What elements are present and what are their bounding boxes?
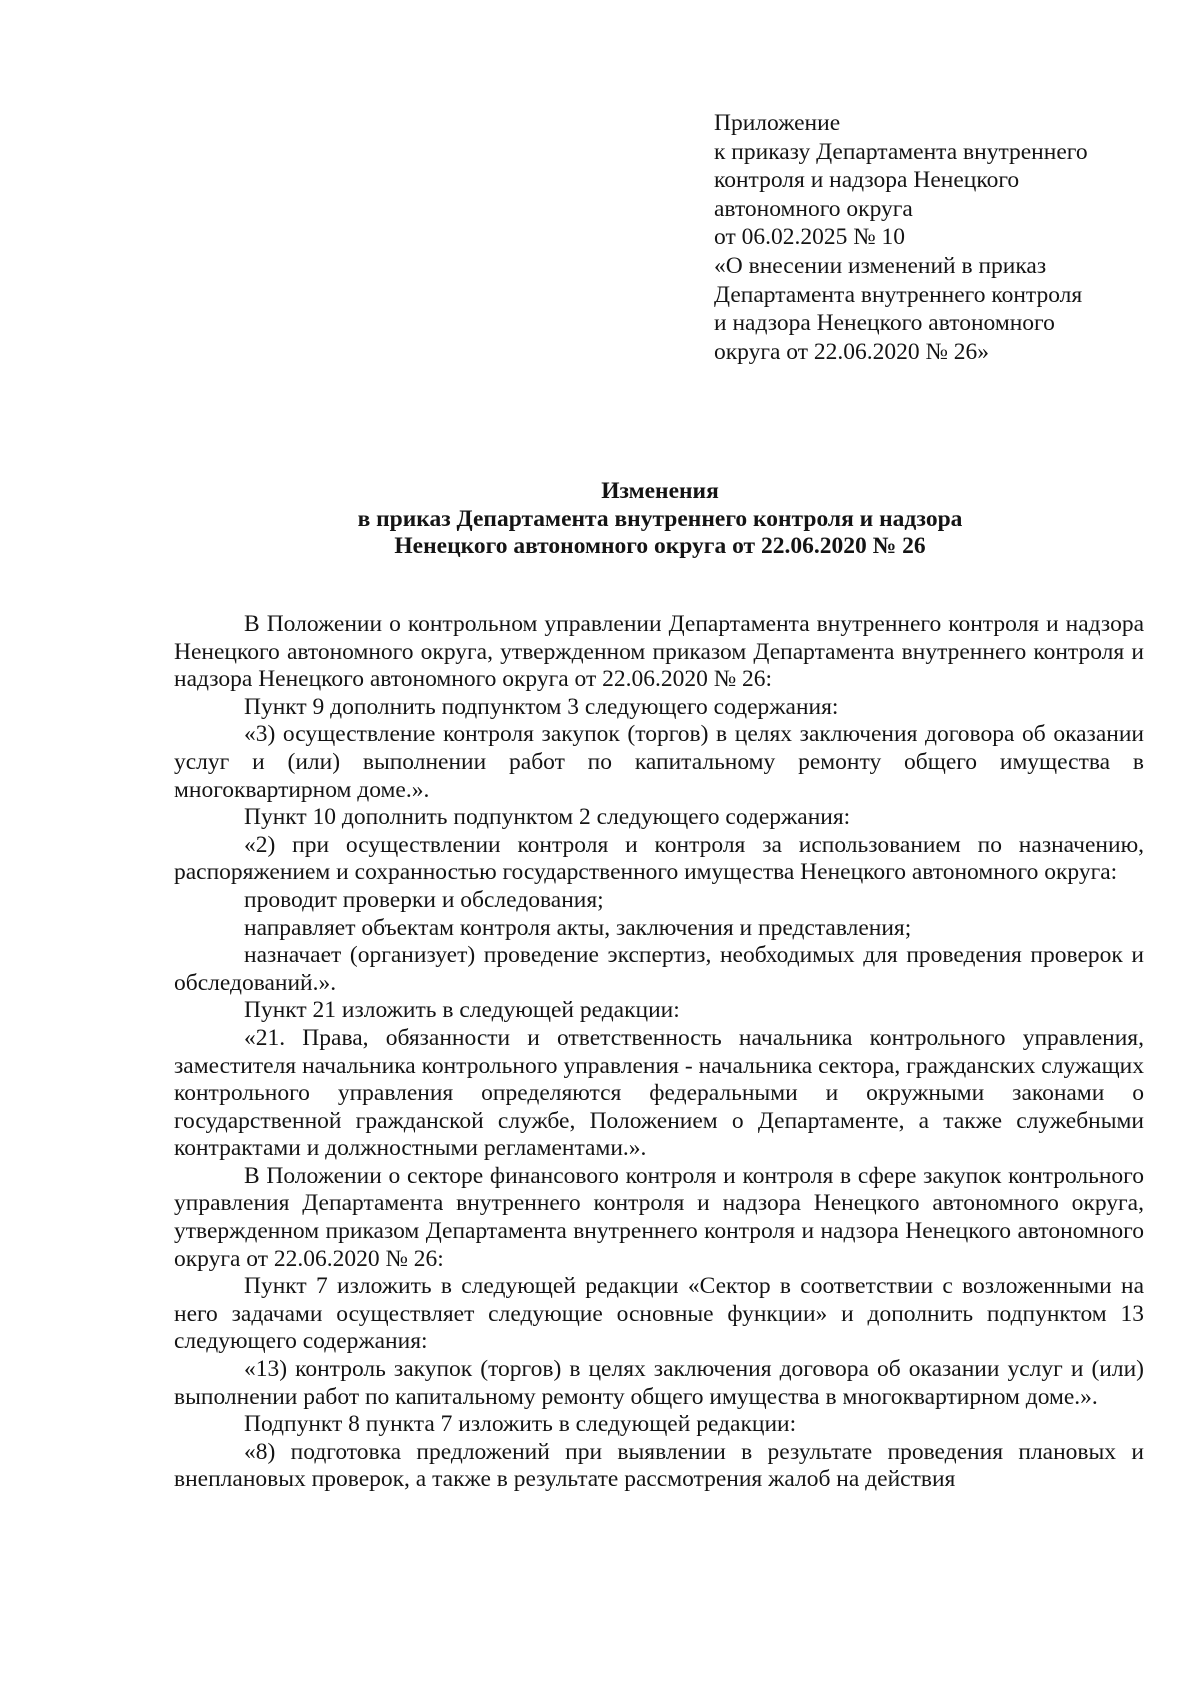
appendix-line: «О внесении изменений в приказ bbox=[714, 252, 1047, 279]
body-paragraph: «3) осуществление контроля закупок (торгов) в целях заключения договора об оказании услуг и (или) выполнении работ по капитальному ремонту общего имущества в многоквартирном доме.». bbox=[174, 721, 1144, 803]
body-paragraph: Пункт 7 изложить в следующей редакции «Сектор в соответствии с возложенными на него задачами осуществляет следующие основные функции» и дополнить подпунктом 13 следующего содержания: bbox=[174, 1273, 1144, 1355]
title-line: Ненецкого автономного округа от 22.06.2020 № 26 bbox=[394, 533, 926, 559]
body-paragraph: «8) подготовка предложений при выявлении в результате проведения плановых и внеплановых проверок, а также в результате рассмотрения жалоб на действия bbox=[174, 1438, 1144, 1493]
body-paragraph: «21. Права, обязанности и ответственность начальника контрольного управления, заместителя начальника контрольного управления - начальника сектора, гражданских служащих контрольного управления определяются федеральными и окружными законами о государственной гражданской службе, Положением о Департаменте, а также служебными контрактами и должностными регламентами.». bbox=[174, 1024, 1144, 1162]
body-paragraph: Пункт 21 изложить в следующей редакции: bbox=[244, 997, 680, 1024]
appendix-line: Департамента внутреннего контроля bbox=[714, 281, 1083, 308]
appendix-line: к приказу Департамента внутреннего bbox=[714, 138, 1088, 165]
body-paragraph: «2) при осуществлении контроля и контроля за использованием по назначению, распоряжением и сохранностью государственного имущества Ненецкого автономного округа: bbox=[174, 831, 1144, 886]
body-paragraph: «13) контроль закупок (торгов) в целях заключения договора об оказании услуг и (или) выполнении работ по капитальному ремонту общего имущества в многоквартирном доме.». bbox=[174, 1356, 1144, 1410]
document-title bbox=[170, 478, 1150, 561]
appendix-line: Приложение bbox=[714, 110, 841, 136]
document-body bbox=[174, 611, 1144, 1494]
body-paragraph: направляет объектам контроля акты, заключения и представления; bbox=[244, 914, 912, 941]
title-line: Изменения bbox=[601, 478, 719, 504]
appendix-line: округа от 22.06.2020 № 26» bbox=[714, 338, 990, 365]
appendix-header bbox=[714, 109, 1154, 366]
body-paragraph: Пункт 10 дополнить подпунктом 2 следующего содержания: bbox=[244, 804, 851, 831]
title-line: в приказ Департамента внутреннего контроля и надзора bbox=[357, 505, 963, 532]
body-paragraph: В Положении о секторе финансового контроля и контроля в сфере закупок контрольного управления Департамента внутреннего контроля и надзора Ненецкого автономного округа, утвержденном приказом Департамента внутреннего контроля и надзора Ненецкого автономного округа от 22.06.2020 № 26: bbox=[174, 1162, 1144, 1272]
appendix-line: автономного округа bbox=[714, 195, 913, 222]
body-paragraph: проводит проверки и обследования; bbox=[244, 886, 604, 913]
body-paragraph: Пункт 9 дополнить подпунктом 3 следующего содержания: bbox=[244, 693, 839, 720]
body-paragraph: В Положении о контрольном управлении Департамента внутреннего контроля и надзора Ненецкого автономного округа, утвержденном приказом Департамента внутреннего контроля и надзора Ненецкого автономного округа от 22.06.2020 № 26: bbox=[174, 611, 1144, 693]
body-paragraph: назначает (организует) проведение экспертиз, необходимых для проведения проверок и обследований.». bbox=[174, 942, 1144, 996]
body-paragraph: Подпункт 8 пункта 7 изложить в следующей редакции: bbox=[244, 1411, 797, 1438]
appendix-line: контроля и надзора Ненецкого bbox=[714, 167, 1020, 194]
appendix-line: и надзора Ненецкого автономного bbox=[714, 310, 1055, 337]
appendix-line: от 06.02.2025 № 10 bbox=[714, 224, 906, 251]
